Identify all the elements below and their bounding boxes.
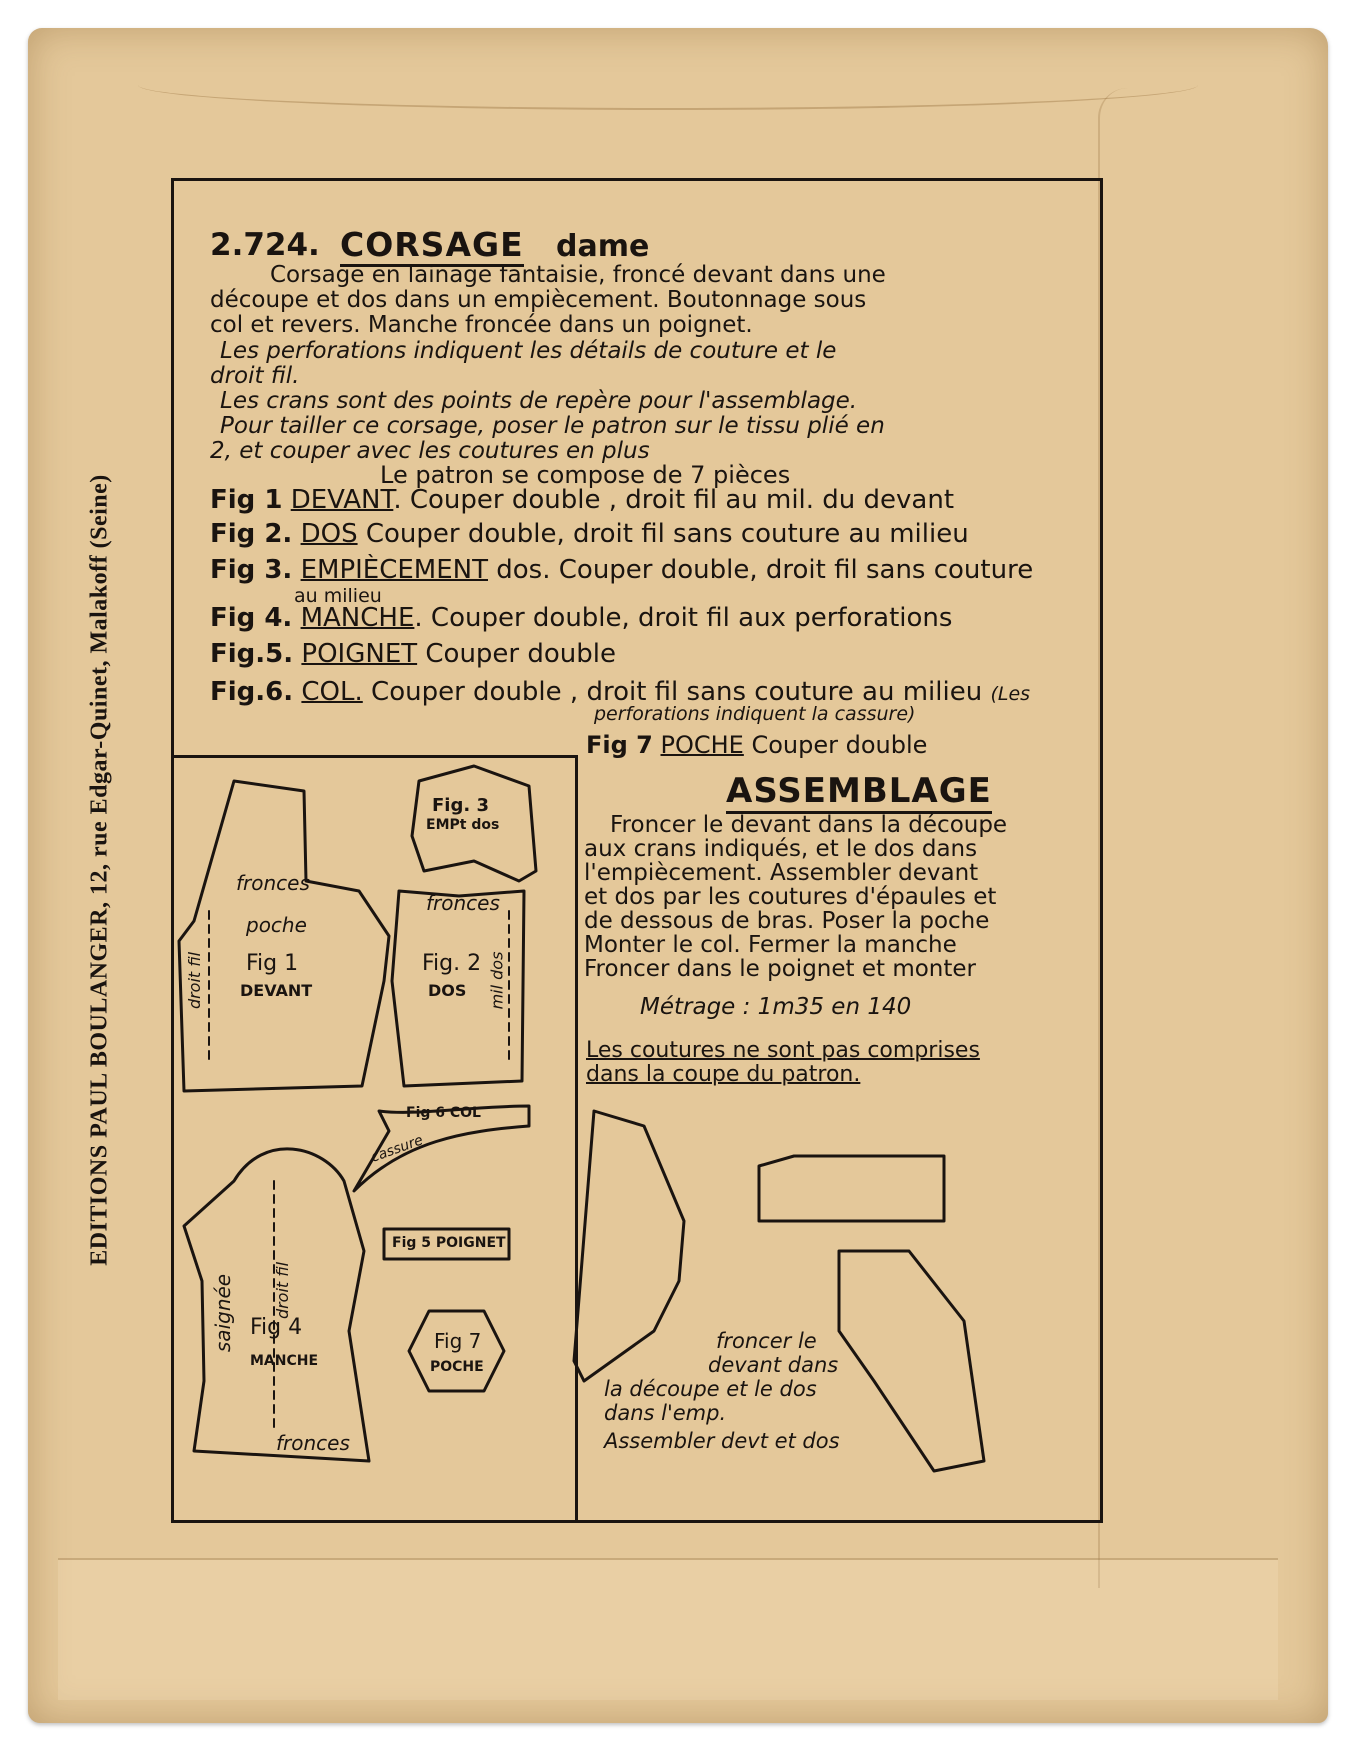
figure-label: Fig.5. <box>210 639 294 669</box>
metrage: Métrage : 1m35 en 140 <box>640 994 912 1020</box>
assemblage-title: ASSEMBLAGE <box>726 771 992 814</box>
figure-text: . Couper double , droit fil au mil. du devant <box>393 485 955 515</box>
figure-label: Fig 1 <box>210 485 283 515</box>
figure-name: DEVANT <box>290 485 394 515</box>
fig1-poche-note: poche <box>246 913 307 937</box>
assembly-note-line: la découpe et le dos <box>604 1377 817 1401</box>
fig4-droit-fil-note: droit fil <box>273 1261 293 1320</box>
fig2-sub-label: DOS <box>428 981 467 1000</box>
fig4-fronces-note: fronces <box>276 1431 350 1455</box>
assembly-note-line: devant dans <box>708 1353 839 1377</box>
warning-line: Les coutures ne sont pas comprises <box>586 1038 980 1063</box>
fig5-label: Fig 5 POIGNET <box>392 1235 506 1251</box>
warning-line: dans la coupe du patron. <box>586 1062 861 1087</box>
fig6-label: Fig 6 COL <box>406 1105 481 1121</box>
envelope-right-flap <box>1098 88 1300 1588</box>
figure-name: POCHE <box>660 731 744 759</box>
fig4-sub-label: MANCHE <box>250 1353 319 1369</box>
note-line: droit fil. <box>210 363 300 389</box>
figure-name: COL. <box>301 677 363 707</box>
description-line: col et revers. Manche froncée dans un poignet. <box>210 312 753 338</box>
fig1-label: Fig 1 <box>246 951 299 976</box>
fig6-cassure-note: cassure <box>368 1132 426 1166</box>
fig2-mil-dos-note: mil dos <box>487 951 507 1010</box>
publisher-text: EDITIONS PAUL BOULANGER, 12, rue Edgar-Quinet, Malakoff (Seine) <box>86 474 113 1266</box>
figure-name: POIGNET <box>301 639 418 669</box>
figure-label: Fig 3. <box>210 555 293 585</box>
figure-text: Couper double, droit fil sans couture au milieu <box>357 519 969 549</box>
pieces-intro: Le patron se compose de 7 pièces <box>380 461 791 489</box>
publisher-imprint <box>70 330 130 1410</box>
assemblage-line: aux crans indiqués, et le dos dans <box>584 836 978 862</box>
assembly-diagram-note <box>604 1329 840 1453</box>
fig3-sub-label: EMPt dos <box>426 817 500 833</box>
figure-text-continued: perforations indiquent la cassure) <box>594 703 916 725</box>
assembly-back-shape <box>839 1251 984 1471</box>
fig2-label: Fig. 2 <box>422 951 482 976</box>
fig7-label: Fig 7 <box>434 1329 482 1353</box>
assembly-yoke-shape <box>759 1156 944 1221</box>
envelope-top-flap <box>138 28 1198 110</box>
figure-text: Couper double <box>417 639 616 669</box>
assemblage-line: Monter le col. Fermer la manche <box>584 932 957 958</box>
assemblage-line: Froncer dans le poignet et monter <box>584 956 977 982</box>
figure-text: . Couper double, droit fil aux perforations <box>414 603 953 633</box>
fig1-fronces-note: fronces <box>236 871 310 895</box>
note-line: Les crans sont des points de repère pour l'assemblage. <box>220 388 858 414</box>
figure-label: Fig 4. <box>210 603 293 633</box>
pattern-diagrams <box>174 181 1100 1520</box>
figure-label: Fig 2. <box>210 519 293 549</box>
fig7-sub-label: POCHE <box>430 1359 484 1375</box>
envelope-bottom-flap <box>58 1558 1278 1700</box>
assembly-note-line: dans l'emp. <box>604 1401 727 1425</box>
fig4-saignee-note: saignée <box>211 1273 236 1353</box>
fig3-label: Fig. 3 <box>432 795 489 816</box>
note-line: 2, et couper avec les coutures en plus <box>210 438 650 464</box>
fig4-label: Fig 4 <box>250 1315 303 1340</box>
assemblage-line: l'empiècement. Assembler devant <box>584 860 979 886</box>
fig1-sub-label: DEVANT <box>240 981 313 1000</box>
fig1-droit-fil-note: droit fil <box>185 951 205 1010</box>
figure-name: EMPIÈCEMENT <box>300 555 488 585</box>
assembly-note-line: Assembler devt et dos <box>604 1429 840 1453</box>
pattern-number: 2.724. <box>210 227 320 263</box>
assemblage-line: et dos par les coutures d'épaules et <box>584 884 997 910</box>
figure-text: Couper double <box>743 731 928 759</box>
fig2-fronces-note: fronces <box>426 891 500 915</box>
figure-text-continued: au milieu <box>294 585 382 607</box>
assemblage-line: de dessous de bras. Poser la poche <box>584 908 990 934</box>
figure-text: dos. Couper double, droit fil sans couture <box>488 555 1034 585</box>
figure-label: Fig 7 <box>586 731 653 759</box>
figure-note: (Les <box>990 683 1031 705</box>
figure-name: MANCHE <box>300 603 415 633</box>
pattern-title-suffix: dame <box>556 229 650 264</box>
instruction-sheet <box>171 178 1103 1523</box>
description-line: Corsage en lainage fantaisie, froncé devant dans une <box>270 262 886 288</box>
figure-text: Couper double , droit fil sans couture au milieu <box>362 677 983 707</box>
assembly-note-line: froncer le <box>716 1329 817 1353</box>
description-line: découpe et dos dans un empiècement. Boutonnage sous <box>210 287 867 313</box>
figure-name: DOS <box>300 519 358 549</box>
note-line: Les perforations indiquent les détails de couture et le <box>220 338 837 364</box>
figure-label: Fig.6. <box>210 677 294 707</box>
pattern-title: CORSAGE <box>340 225 524 267</box>
assemblage-line: Froncer le devant dans la découpe <box>610 812 1008 838</box>
note-line: Pour tailler ce corsage, poser le patron sur le tissu plié en <box>220 413 885 439</box>
